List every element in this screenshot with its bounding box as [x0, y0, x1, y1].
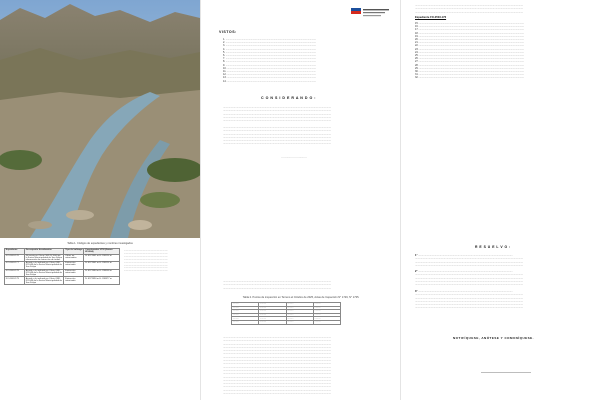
table-row: [5, 262, 120, 270]
table-cell: FO-0503-178: [5, 269, 25, 277]
considerando-paragraph-4: ...................................................................................................................................................... ...................................................................................................................................................... ...................................................................................................................................................... ...................................................................................................................................................... ...................................................................................................................................................... ...................................................................................................................................................... ...................................................................................................................................................... ...................................................................................................................................................... ...................................................................................................................................................... ...................................................................................................................................................... ...................................................................................................................................................... ...................................................................................................................................................... ...................................................................................................................................................... ...................................................................................................................................................... ...................................................................................................................................................... ...................................................................................................................................................... ...................................................................................................................................................... ......................................................................................................................................................: [223, 336, 332, 396]
dga-logo-icon: [351, 8, 391, 22]
numbered-findings: 15. ....................................................................................................................................................... 16. ....................................................................................................................................................... 17. ....................................................................................................................................................... 18. ....................................................................................................................................................... 19. ....................................................................................................................................................... 20. ....................................................................................................................................................... 21. ....................................................................................................................................................... 22. ....................................................................................................................................................... 23. ....................................................................................................................................................... 24. ....................................................................................................................................................... 25. ....................................................................................................................................................... 26. ....................................................................................................................................................... 27. ....................................................................................................................................................... 28. ....................................................................................................................................................... 29. ....................................................................................................................................................... 30. ....................................................................................................................................................... 31. ....................................................................................................................................................... 32. .......................................................................................................................................................: [415, 22, 525, 80]
considerando-paragraph-3: ...................................................................................................................................................... ...................................................................................................................................................... ......................................................................................................................................................: [223, 280, 332, 290]
inspection-points-table: .......... .......... .......... .......... .......... .......... .......... .......... .......... .......... .......... .......... .......... .......... .......... .......... .......... .......... .......... .......... .......... .......... .......... ..........: [231, 302, 341, 325]
river-valley-photo: [0, 0, 200, 238]
table-header: Expediente: [5, 249, 25, 255]
table-cell: FO-0503-179: [5, 277, 25, 285]
resuelvo-paragraph-2: 2° ................................................................................................................................... ...................................................................................................................................................... ...................................................................................................................................................... ...................................................................................................................................................... ......................................................................................................................................................: [415, 270, 524, 287]
table-cell: Extracción autorizada: [64, 262, 84, 270]
expedientes-table: [4, 248, 120, 285]
table-cell: N: 6371941 m E: 338114 m: [84, 262, 120, 270]
resuelvo-heading: R E S U E L V O :: [475, 245, 511, 249]
table-cell: N: 6371941 m E: 338114 m: [84, 254, 120, 262]
document-page-3: [400, 0, 600, 400]
vistos-list: 1. .................................................................................................................................. 2. .................................................................................................................................. 3. .................................................................................................................................. 4. .................................................................................................................................. 5. .................................................................................................................................. 6. .................................................................................................................................. 7. .................................................................................................................................. 8. .................................................................................................................................. 9. .................................................................................................................................. 10. ................................................................................................................................ 11. ................................................................................................................................ 12. ................................................................................................................................ 13. ................................................................................................................................ 14. ................................................................................................................................: [223, 38, 317, 83]
table-row: [5, 254, 120, 262]
considerando-paragraph-1: ...................................................................................................................................................... ...................................................................................................................................................... ...................................................................................................................................................... ...................................................................................................................................................... ......................................................................................................................................................: [223, 106, 332, 123]
intro-paragraph: ...................................................................................................................................................... ...................................................................................................................................................... ......................................................................................................................................................: [415, 4, 524, 14]
table-cell: N: 6371984 m E: 338006 m: [84, 269, 120, 277]
table-cell: Extracción autorizada: [64, 277, 84, 285]
table-cell: Acorde a lo indicado en Oficio ORD N°1048 de la Ilustre Municipalidad de San Felipe: [25, 262, 62, 269]
signature-line: [481, 372, 531, 373]
considerando-heading: C O N S I D E R A N D O :: [261, 96, 316, 100]
document-page-1: [0, 0, 200, 400]
resuelvo-paragraph-1: 1° ................................................................................................................................... ...................................................................................................................................................... ...................................................................................................................................................... ......................................................................................................................................................: [415, 254, 524, 267]
vistos-heading: VISTOS:: [219, 30, 237, 34]
resuelvo-paragraph-3: 3° ................................................................................................................................... ...................................................................................................................................................... ...................................................................................................................................................... ...................................................................................................................................................... ...................................................................................................................................................... ......................................................................................................................................................: [415, 290, 524, 310]
table-2-caption: Tabla 2. Puntos de inspección en Terreno el Octubre de 2025, Actas de Inspección N° 1729, N° 1735.: [242, 296, 360, 299]
table-cell: N: 6371990 m E: 338377 m: [84, 277, 120, 285]
document-page-2: [200, 0, 400, 400]
ssd-reference: ····························: [281, 155, 308, 159]
table-row: [5, 269, 120, 277]
table-cell: Obras no autorizadas: [64, 254, 84, 262]
considerando-paragraph-2: ...................................................................................................................................................... ...................................................................................................................................................... ...................................................................................................................................................... ...................................................................................................................................................... ...................................................................................................................................................... ......................................................................................................................................................: [223, 126, 332, 146]
table-cell: Acorde a lo indicado en Oficio ORD N°1048 de la Ilustre Municipalidad de San Felipe: [25, 270, 62, 277]
side-notes: ........................................................................ ........................................................................ ........................................................................ ........................................................................ ........................................................................ ........................................................................ ........................................................................ ........................................................................: [124, 250, 168, 273]
table-cell: No existe en Oficio ORD N°1048 de la Ilustre Municipalidad de San Felipe información de extracción de áridos: [25, 254, 63, 261]
table-cell: FO-0503-176: [5, 254, 25, 262]
table-row: [5, 277, 120, 285]
closing-formula: NOTIFÍQUESE, ANÓTESE Y COMUNÍQUESE.: [453, 336, 534, 340]
table-header: Descripción fiscalización: [24, 249, 64, 255]
table-cell: Extracción autorizada: [64, 269, 84, 277]
table-header: Tipo de hallazgo: [64, 249, 84, 255]
table-cell: Acorde a lo indicado en Oficio ORD N°1048 de la Ilustre Municipalidad de San Felipe: [25, 277, 62, 284]
expediente-176-heading: Expediente FO-0503-176: [415, 16, 447, 19]
table-1-caption: Tabla 1. Códigos de expedientes y nombres investigados: [67, 242, 133, 245]
table-cell: FO-0503-177: [5, 262, 25, 270]
table-header: Coordenadas UTM (Datum WGS84): [84, 249, 120, 255]
